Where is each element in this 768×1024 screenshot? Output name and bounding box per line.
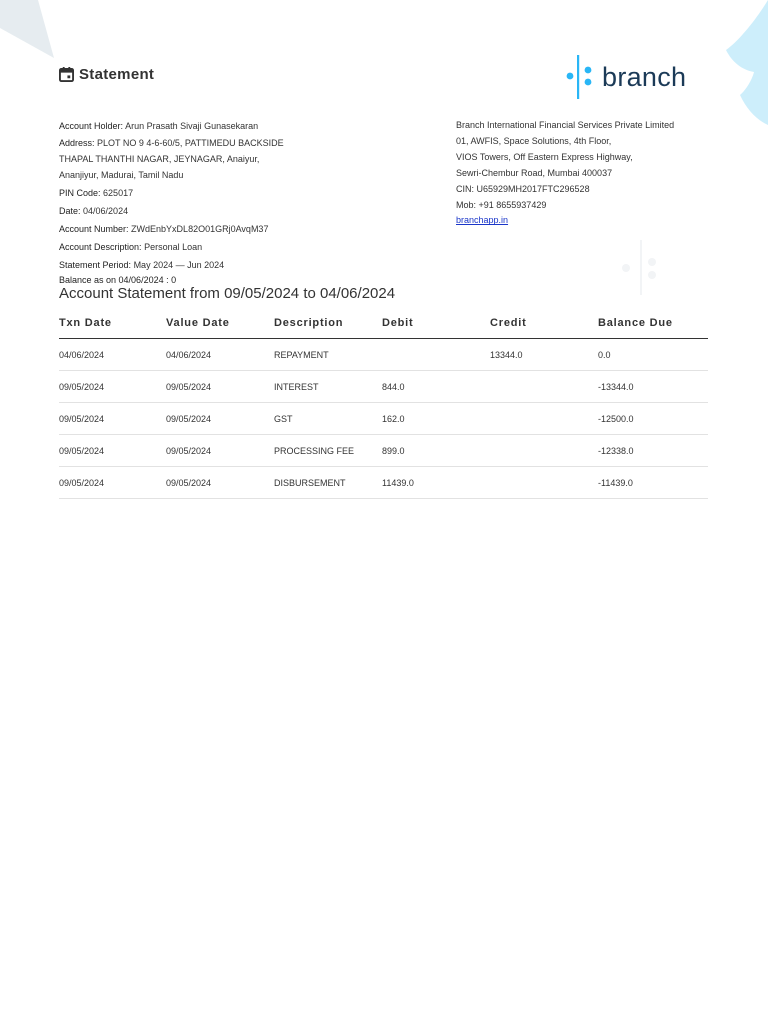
column-header-txn-date: Txn Date	[59, 308, 166, 339]
description-cell: PROCESSING FEE	[274, 435, 382, 467]
company-address-1: 01, AWFIS, Space Solutions, 4th Floor,	[456, 135, 612, 146]
column-header-description: Description	[274, 308, 382, 339]
credit-cell	[490, 435, 598, 467]
column-header-credit: Credit	[490, 308, 598, 339]
company-address-2: VIOS Towers, Off Eastern Express Highway,	[456, 151, 633, 162]
balance-cell: 0.0	[598, 339, 708, 371]
company-details	[456, 118, 726, 229]
value-date-cell: 09/05/2024	[166, 371, 274, 403]
account-details	[59, 118, 419, 275]
credit-cell	[490, 371, 598, 403]
page-title: Statement	[79, 66, 155, 83]
txn-date-cell: 09/05/2024	[59, 403, 166, 435]
column-header-debit: Debit	[382, 308, 490, 339]
pin-code: PIN Code: 625017	[59, 188, 134, 199]
debit-cell	[382, 339, 490, 371]
statement-heading	[59, 66, 154, 83]
table-row	[59, 339, 708, 371]
credit-cell: 13344.0	[490, 339, 598, 371]
balance-cell: -11439.0	[598, 467, 708, 499]
company-cin: CIN: U65929MH2017FTC296528	[456, 183, 590, 194]
value-date-cell: 09/05/2024	[166, 467, 274, 499]
balance-cell: -12500.0	[598, 403, 708, 435]
description-cell: INTEREST	[274, 371, 382, 403]
corner-decoration-right	[712, 0, 768, 125]
statement-period: Statement Period: May 2024 — Jun 2024	[59, 260, 225, 271]
company-mobile: Mob: +91 8655937429	[456, 199, 547, 210]
branch-dots-icon	[566, 55, 596, 99]
statement-range-title: Account Statement from 09/05/2024 to 04/06/2024	[59, 285, 396, 302]
txn-date-cell: 09/05/2024	[59, 435, 166, 467]
value-date-cell: 09/05/2024	[166, 435, 274, 467]
description-cell: REPAYMENT	[274, 339, 382, 371]
description-cell: DISBURSEMENT	[274, 467, 382, 499]
branch-logo	[566, 55, 686, 99]
account-description: Account Description: Personal Loan	[59, 242, 203, 253]
debit-cell: 162.0	[382, 403, 490, 435]
credit-cell	[490, 467, 598, 499]
txn-date-cell: 04/06/2024	[59, 339, 166, 371]
balance-cell: -13344.0	[598, 371, 708, 403]
calendar-icon	[59, 67, 74, 82]
column-header-balance-due: Balance Due	[598, 308, 708, 339]
table-row	[59, 435, 708, 467]
corner-decoration-left	[0, 0, 60, 60]
debit-cell: 899.0	[382, 435, 490, 467]
table-header-row	[59, 308, 708, 339]
column-header-value-date: Value Date	[166, 308, 274, 339]
website-link[interactable]: branchapp.in	[456, 215, 509, 226]
description-cell: GST	[274, 403, 382, 435]
company-address-3: Sewri-Chembur Road, Mumbai 400037	[456, 167, 613, 178]
company-name: Branch International Financial Services Private Limited	[456, 120, 675, 130]
account-address: Address: PLOT NO 9 4-6-60/5, PATTIMEDU BACKSIDE THAPAL THANTHI NAGAR, JEYNAGAR, Anaiyur, Ananjiyur, Madurai, Tamil Nadu	[59, 138, 284, 180]
debit-cell: 844.0	[382, 371, 490, 403]
balance-summary: Balance as on 04/06/2024 : 0	[59, 275, 177, 285]
statement-date: Date: 04/06/2024	[59, 206, 129, 217]
transactions-table	[59, 308, 708, 499]
txn-date-cell: 09/05/2024	[59, 371, 166, 403]
table-row	[59, 371, 708, 403]
account-number: Account Number: ZWdEnbYxDL82O01GRj0AvqM37	[59, 224, 269, 235]
table-row	[59, 403, 708, 435]
value-date-cell: 09/05/2024	[166, 403, 274, 435]
debit-cell: 11439.0	[382, 467, 490, 499]
credit-cell	[490, 403, 598, 435]
value-date-cell: 04/06/2024	[166, 339, 274, 371]
txn-date-cell: 09/05/2024	[59, 467, 166, 499]
logo-wordmark: branch	[602, 61, 687, 92]
balance-cell: -12338.0	[598, 435, 708, 467]
table-row	[59, 467, 708, 499]
account-holder: Account Holder: Arun Prasath Sivaji Gunasekaran	[59, 121, 259, 131]
